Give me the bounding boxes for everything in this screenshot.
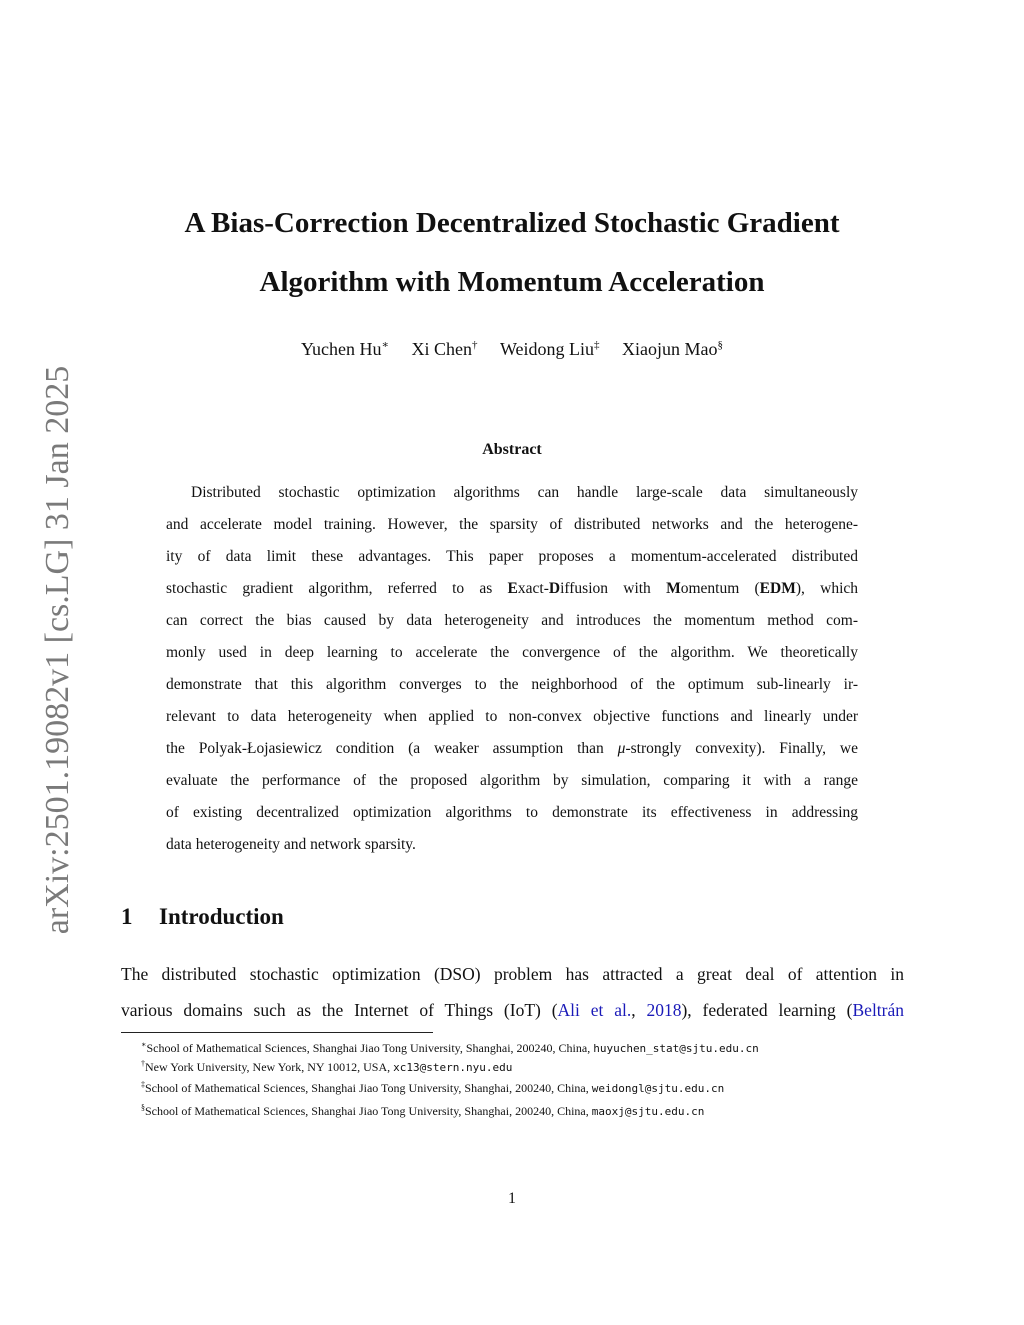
method-acronym: EDM (759, 580, 796, 597)
paper-title-line-1: A Bias-Correction Decentralized Stochastic Gradient (184, 207, 840, 239)
author: Xiaojun Mao§ (622, 339, 723, 359)
email-address[interactable]: maoxj@sjtu.edu.cn (591, 1105, 705, 1118)
abstract-line: Distributed stochastic optimization algorithms can handle large-scale data simultaneously (191, 484, 858, 501)
email-address[interactable]: weidongl@sjtu.edu.cn (591, 1082, 725, 1095)
abstract-line: of existing decentralized optimization algorithms to demonstrate its effectiveness in addressing (166, 804, 858, 821)
footnote: ‡School of Mathematical Sciences, Shanghai Jiao Tong University, Shanghai, 200240, China, weidongl@sjtu.edu.cn (141, 1080, 725, 1095)
footnote: ∗School of Mathematical Sciences, Shanghai Jiao Tong University, Shanghai, 200240, China, huyuchen_stat@sjtu.edu.cn (141, 1040, 759, 1055)
paper-title-line-2: Algorithm with Momentum Acceleration (259, 266, 765, 298)
citation-year-link[interactable]: 2018 (646, 1000, 682, 1020)
section-number: 1 (121, 904, 133, 929)
author-footnote-mark[interactable]: † (471, 339, 478, 351)
arxiv-identifier-stamp: arXiv:2501.19082v1 [cs.LG] 31 Jan 2025 (39, 365, 76, 935)
citation-link[interactable]: Ali et al. (557, 1000, 632, 1020)
footnote-divider (121, 1032, 433, 1033)
email-address[interactable]: huyuchen_stat@sjtu.edu.cn (593, 1042, 759, 1055)
abstract-line: can correct the bias caused by data heterogeneity and introduces the momentum method com- (166, 612, 858, 629)
abstract-line: demonstrate that this algorithm converges to the neighborhood of the optimum sub-linearly ir- (166, 676, 858, 693)
email-address[interactable]: xc13@stern.nyu.edu (393, 1061, 513, 1074)
abstract-line: ity of data limit these advantages. This paper proposes a momentum-accelerated distributed (166, 548, 858, 565)
abstract-line: monly used in deep learning to accelerate the convergence of the algorithm. We theoretically (166, 644, 858, 661)
section-title: Introduction (159, 904, 284, 929)
citation-link[interactable]: Beltrán (852, 1000, 905, 1020)
author: Weidong Liu‡ (499, 339, 600, 359)
abstract-line: and accelerate model training. However, the sparsity of distributed networks and the heterogene- (166, 516, 858, 533)
footnote: †New York University, New York, NY 10012, USA, xc13@stern.nyu.edu (141, 1059, 513, 1074)
author-list (110, 338, 914, 360)
author: Xi Chen† (411, 339, 478, 359)
intro-line: The distributed stochastic optimization (DSO) problem has attracted a great deal of attention in (121, 964, 904, 984)
abstract-line: the Polyak-Łojasiewicz condition (a weaker assumption than μ-strongly convexity). Finally, we (166, 740, 858, 757)
author-footnote-mark[interactable]: ‡ (594, 339, 600, 351)
section-heading-introduction (121, 904, 284, 930)
intro-line: various domains such as the Internet of Things (IoT) (Ali et al., 2018), federated learning (Beltrán (121, 1000, 905, 1020)
author: Yuchen Hu∗ (301, 339, 389, 359)
abstract-line: stochastic gradient algorithm, referred to as Exact-Diffusion with Momentum (EDM), which (166, 580, 859, 597)
author-footnote-mark[interactable]: § (717, 339, 723, 351)
footnote: §School of Mathematical Sciences, Shanghai Jiao Tong University, Shanghai, 200240, China, maoxj@sjtu.edu.cn (141, 1103, 705, 1118)
abstract-heading: Abstract (482, 441, 542, 458)
mu-symbol: μ (617, 740, 626, 757)
abstract-line: relevant to data heterogeneity when applied to non-convex objective functions and linearly under (166, 708, 858, 725)
page-number: 1 (508, 1190, 516, 1207)
abstract-line: data heterogeneity and network sparsity. (166, 836, 416, 853)
abstract-line: evaluate the performance of the proposed algorithm by simulation, comparing it with a range (166, 772, 858, 789)
author-footnote-mark[interactable]: ∗ (381, 339, 389, 351)
